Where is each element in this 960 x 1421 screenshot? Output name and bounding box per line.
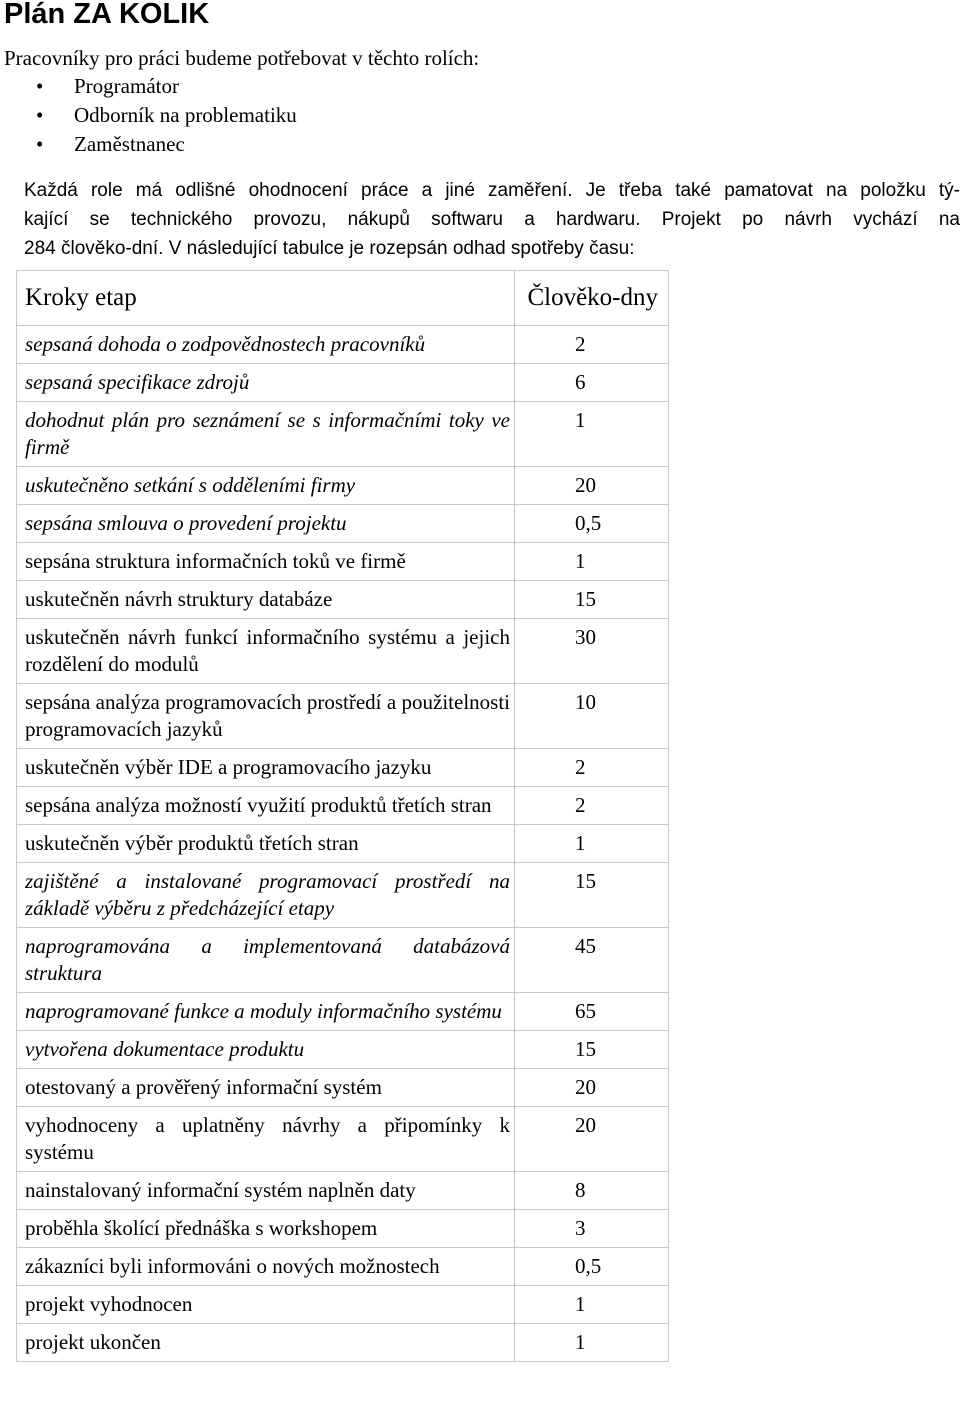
days-cell: 20 [515, 467, 669, 505]
table-body [17, 326, 669, 1362]
roles-list [36, 72, 297, 159]
days-cell: 3 [515, 1210, 669, 1248]
paragraph-line [24, 234, 960, 263]
days-cell: 2 [515, 326, 669, 364]
step-cell: sepsaná dohoda o zodpovědnostech pracovníků [17, 326, 515, 364]
days-cell: 45 [515, 928, 669, 993]
table-row [17, 402, 669, 467]
step-cell: uskutečněn návrh funkcí informačního systému a jejich rozdělení do modulů [17, 619, 515, 684]
paragraph-line: kající se technického provozu, nákupů softwaru a hardwaru. Projekt po návrh vychází na [24, 209, 960, 230]
step-cell: uskutečněn návrh struktury databáze [17, 581, 515, 619]
days-cell: 15 [515, 863, 669, 928]
days-cell: 1 [515, 1324, 669, 1362]
step-cell: vyhodnoceny a uplatněny návrhy a připomínky k systému [17, 1107, 515, 1172]
days-cell: 2 [515, 749, 669, 787]
step-cell: uskutečněn výběr IDE a programovacího jazyku [17, 749, 515, 787]
days-cell: 2 [515, 787, 669, 825]
estimate-table-wrap [16, 270, 669, 1362]
table-row [17, 825, 669, 863]
step-cell: naprogramované funkce a moduly informačního systému [17, 993, 515, 1031]
step-cell: zajištěné a instalované programovací prostředí na základě výběru z předcházející etapy [17, 863, 515, 928]
step-cell: projekt ukončen [17, 1324, 515, 1362]
header-person-days: Člověko-dny [515, 271, 669, 326]
description-paragraph [24, 176, 960, 263]
days-cell: 15 [515, 581, 669, 619]
step-cell: otestovaný a prověřený informační systém [17, 1069, 515, 1107]
table-row [17, 993, 669, 1031]
days-cell: 15 [515, 1031, 669, 1069]
table-row [17, 1248, 669, 1286]
step-cell: uskutečněno setkání s odděleními firmy [17, 467, 515, 505]
table-row [17, 787, 669, 825]
step-cell: sepsána smlouva o provedení projektu [17, 505, 515, 543]
role-item: • Odborník na problematiku [36, 101, 297, 130]
table-row [17, 467, 669, 505]
paragraph-total: 284 člověko-dní. [24, 238, 164, 259]
table-row [17, 1107, 669, 1172]
step-cell: dohodnut plán pro seznámení se s informačními toky ve firmě [17, 402, 515, 467]
days-cell: 1 [515, 825, 669, 863]
step-cell: projekt vyhodnocen [17, 1286, 515, 1324]
role-item: • Programátor [36, 72, 297, 101]
step-cell: vytvořena dokumentace produktu [17, 1031, 515, 1069]
estimate-table [16, 270, 669, 1362]
table-row [17, 1172, 669, 1210]
table-row [17, 619, 669, 684]
table-row [17, 364, 669, 402]
step-cell: sepsána struktura informačních toků ve firmě [17, 543, 515, 581]
step-cell: uskutečněn výběr produktů třetích stran [17, 825, 515, 863]
table-row [17, 1210, 669, 1248]
days-cell: 8 [515, 1172, 669, 1210]
table-row [17, 505, 669, 543]
role-item: • Zaměstnanec [36, 130, 297, 159]
table-row [17, 684, 669, 749]
days-cell: 20 [515, 1107, 669, 1172]
table-row [17, 1069, 669, 1107]
paragraph-lead: V následující tabulce je rozepsán odhad spotřeby času: [163, 238, 635, 259]
intro-text: Pracovníky pro práci budeme potřebovat v těchto rolích: [4, 46, 480, 70]
page-title: Plán ZA KOLIK [4, 0, 210, 30]
header-steps: Kroky etap [17, 271, 515, 326]
step-cell: zákazníci byli informováni o nových možnostech [17, 1248, 515, 1286]
table-row [17, 543, 669, 581]
days-cell: 6 [515, 364, 669, 402]
table-row [17, 1324, 669, 1362]
step-cell: naprogramována a implementovaná databázová struktura [17, 928, 515, 993]
paragraph-line: Každá role má odlišné ohodnocení práce a jiné zaměření. Je třeba také pamatovat na položku tý- [24, 180, 960, 201]
days-cell: 20 [515, 1069, 669, 1107]
days-cell: 1 [515, 1286, 669, 1324]
step-cell: sepsána analýza možností využití produktů třetích stran [17, 787, 515, 825]
days-cell: 10 [515, 684, 669, 749]
table-row [17, 1031, 669, 1069]
days-cell: 0,5 [515, 505, 669, 543]
table-row [17, 1286, 669, 1324]
table-row [17, 863, 669, 928]
table-row [17, 928, 669, 993]
step-cell: nainstalovaný informační systém naplněn daty [17, 1172, 515, 1210]
table-row [17, 326, 669, 364]
days-cell: 65 [515, 993, 669, 1031]
days-cell: 1 [515, 543, 669, 581]
table-header-row [17, 271, 669, 326]
step-cell: proběhla školící přednáška s workshopem [17, 1210, 515, 1248]
table-row [17, 749, 669, 787]
step-cell: sepsána analýza programovacích prostředí a použitelnosti programovacích jazyků [17, 684, 515, 749]
days-cell: 0,5 [515, 1248, 669, 1286]
table-row [17, 581, 669, 619]
days-cell: 30 [515, 619, 669, 684]
step-cell: sepsaná specifikace zdrojů [17, 364, 515, 402]
days-cell: 1 [515, 402, 669, 467]
